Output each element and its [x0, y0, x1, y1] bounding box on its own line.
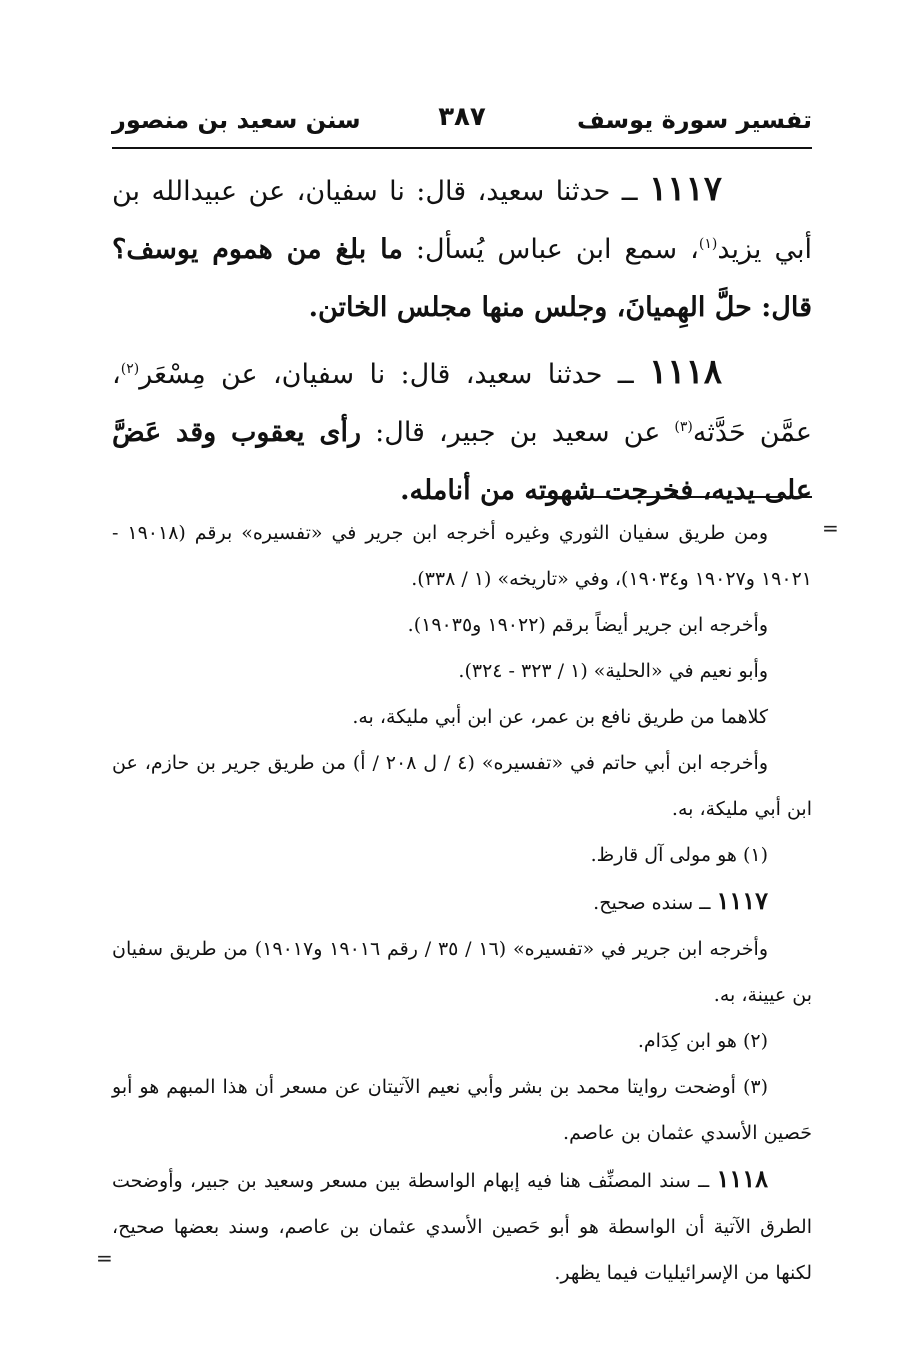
footnote-2: (٢) هو ابن كِدَام. [637, 1030, 768, 1052]
continuation-mark-top: = [822, 516, 839, 540]
note-paragraph: وأخرجه ابن جرير في «تفسيره» (١٦ / ٣٥ / رقم ١٩٠١٦ و١٩٠١٧) من طريق سفيان بن عيينة، به. [112, 938, 812, 1006]
note-paragraph: كلاهما من طريق نافع بن عمر، عن ابن أبي مليكة، به. [352, 706, 768, 728]
continuation-mark-bottom: = [96, 1246, 113, 1270]
header-chapter-title: تفسير سورة يوسف [576, 106, 812, 134]
header-book-title: سنن سعيد بن منصور [112, 106, 361, 134]
hadith-dash: ــ [602, 359, 649, 390]
hadith-matn: ما بلغ من هموم يوسف؟ قال: حلَّ الهِميانَ، وجلس منها مجلس الخاتن. [112, 234, 812, 323]
hadith-chain: حدثنا سعيد، قال: نا سفيان، عن مِسْعَر [139, 359, 603, 390]
footnotes [112, 510, 812, 1296]
note-paragraph: ومن طريق سفيان الثوري وغيره أخرجه ابن جرير في «تفسيره» برقم (١٩٠١٨ - ١٩٠٢١ و١٩٠٢٧ و١٩٠٣٤)، وفي «تاريخه» (١ / ٣٣٨). [112, 522, 812, 590]
note-paragraph: وأبو نعيم في «الحلية» (١ / ٣٢٣ - ٣٢٤). [458, 660, 768, 682]
hadith-matn: رأى يعقوب وقد عَضَّ على يديه، فخرجت شهوته من أنامله. [112, 417, 812, 506]
page-number: ٣٨٧ [438, 102, 486, 132]
main-text [112, 160, 812, 526]
hadith-chain-cont: عن سعيد بن جبير، قال: [361, 417, 675, 448]
footnote-separator [540, 496, 812, 498]
page-header [112, 100, 812, 144]
hadith-1117 [112, 160, 812, 337]
hadith-1118 [112, 343, 812, 520]
footnote-3: (٣) أوضحت روايتا محمد بن بشر وأبي نعيم الآتيتان عن مسعر أن هذا المبهم هو أبو حَصين الأسدي عثمان بن عاصم. [112, 1076, 812, 1144]
commentary-text: ــ سند المصنِّف هنا فيه إبهام الواسطة بين مسعر وسعيد بن جبير، وأوضحت الطرق الآتية أن الواسطة هو أبو حَصين الأسدي عثمان بن عاصم، وسند بعضها صحيح، لكنها من الإسرائيليات فيما يظهر. [112, 1170, 812, 1284]
commentary-number: ١١١٧ [716, 886, 768, 915]
note-paragraph: وأخرجه ابن جرير أيضاً برقم (١٩٠٢٢ و١٩٠٣٥). [407, 614, 768, 636]
note-paragraph: وأخرجه ابن أبي حاتم في «تفسيره» (٤ / ل ٢٠٨ / أ) من طريق جرير بن حازم، عن ابن أبي مليكة، به. [112, 752, 812, 820]
hadith-number: ١١١٨ [648, 352, 722, 392]
footnote-ref: (٢) [120, 361, 140, 377]
footnote-ref: (٣) [674, 419, 693, 435]
hadith-chain-cont: ، سمع ابن عباس يُسأل: [402, 234, 699, 265]
hadith-dash: ــ [610, 176, 649, 207]
header-rule [112, 147, 812, 149]
commentary-text: ــ سنده صحيح. [593, 892, 717, 914]
hadith-chain-cont: ، عمَّن حَدَّثه [112, 359, 812, 448]
commentary-number: ١١١٨ [716, 1164, 768, 1193]
footnote-1: (١) هو مولى آل قارظ. [590, 844, 768, 866]
hadith-chain: حدثنا سعيد، قال: نا سفيان، عن عبيدالله بن أبي يزيد [112, 176, 812, 265]
hadith-number: ١١١٧ [648, 169, 722, 209]
commentary-1117 [112, 878, 812, 926]
footnote-ref: (١) [698, 236, 718, 252]
commentary-1118 [112, 1156, 812, 1296]
